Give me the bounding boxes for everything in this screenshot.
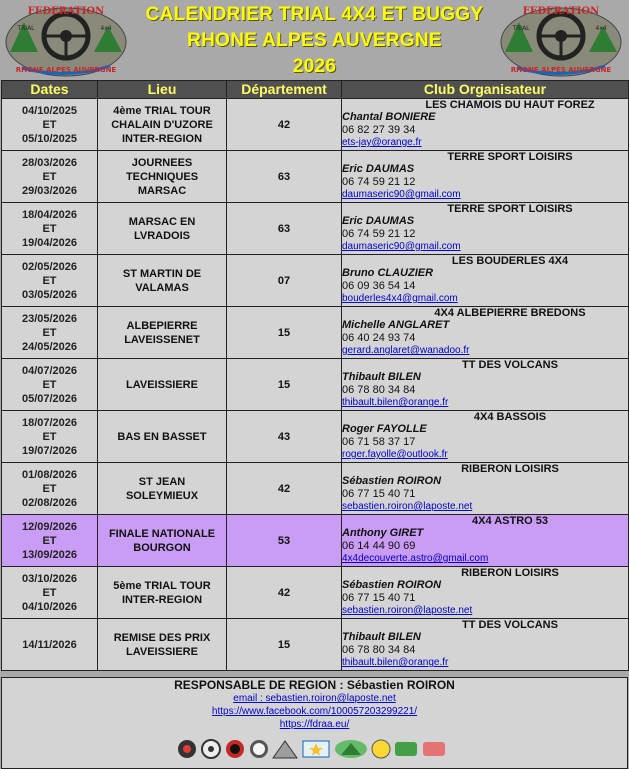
club-email[interactable]: sebastien.roiron@laposte.net <box>342 605 473 616</box>
club-name: TT DES VOLCANS <box>462 359 558 371</box>
event-lieu-line: INTER-REGION <box>121 593 203 606</box>
event-date-end: 05/07/2026 <box>21 392 78 405</box>
club-name: 4X4 ASTRO 53 <box>471 515 548 527</box>
event-date-end: 02/08/2026 <box>21 496 78 509</box>
event-date-sep: ET <box>42 586 57 599</box>
event-date-end: 13/09/2026 <box>21 548 78 561</box>
event-departement: 15 <box>227 359 342 411</box>
club-name: TT DES VOLCANS <box>462 619 558 631</box>
club-phone: 06 78 80 34 84 <box>342 644 416 656</box>
event-date-end: 24/05/2026 <box>21 340 78 353</box>
event-club <box>342 203 629 255</box>
table-row <box>2 411 629 463</box>
club-contact: Sébastien ROIRON <box>342 579 442 591</box>
event-date-end: 03/05/2026 <box>21 288 78 301</box>
event-date-start: 01/08/2026 <box>21 468 78 481</box>
tire-club-logo <box>226 740 244 758</box>
event-club <box>342 255 629 307</box>
event-lieu <box>98 151 227 203</box>
footer-email-link[interactable]: email : sebastien.roiron@laposte.net <box>233 693 396 704</box>
event-lieu <box>98 515 227 567</box>
event-dates <box>2 203 98 255</box>
event-lieu <box>98 463 227 515</box>
responsable-region: RESPONSABLE DE REGION : Sébastien ROIRON <box>174 678 455 692</box>
event-lieu-line: MARSAC <box>137 184 187 197</box>
event-lieu-line: INTER-REGION <box>121 132 203 145</box>
event-date-sep: ET <box>42 274 57 287</box>
event-lieu-line: ST JEAN <box>138 475 186 488</box>
title-line-2: RHONE ALPES AUVERGNE <box>187 30 442 51</box>
club-email[interactable]: daumaseric90@gmail.com <box>342 241 461 252</box>
club-contact: Eric DAUMAS <box>342 163 415 175</box>
club-contact: Sébastien ROIRON <box>342 475 442 487</box>
event-date-start: 18/04/2026 <box>21 208 78 221</box>
event-lieu-line: LAVEISSIERE <box>126 378 198 391</box>
column-header-lieu: Lieu <box>98 81 227 99</box>
event-dates <box>2 411 98 463</box>
club-email[interactable]: 4x4decouverte.astro@gmail.com <box>342 553 489 564</box>
event-date-end: 19/07/2026 <box>21 444 78 457</box>
club-phone: 06 40 24 93 74 <box>342 332 416 344</box>
federation-logo-right <box>497 2 625 78</box>
wheel-club-logo <box>202 740 220 758</box>
club-email[interactable]: gerard.anglaret@wanadoo.fr <box>342 345 470 356</box>
club-email[interactable]: daumaseric90@gmail.com <box>342 189 461 200</box>
event-date-start: 23/05/2026 <box>21 312 78 325</box>
event-lieu <box>98 567 227 619</box>
event-dates <box>2 567 98 619</box>
event-lieu-line: LAVEISSENET <box>124 333 200 346</box>
event-date-start: 02/05/2026 <box>21 260 78 273</box>
event-departement: 63 <box>227 151 342 203</box>
event-departement: 53 <box>227 515 342 567</box>
club-name: LES CHAMOIS DU HAUT FOREZ <box>425 99 595 111</box>
event-lieu-line: CHALAIN D'UZORE <box>111 118 213 131</box>
event-lieu <box>98 203 227 255</box>
volcano-club-logo <box>335 740 367 758</box>
club-name: RIBERON LOISIRS <box>461 463 559 475</box>
mountain-club-logo <box>273 741 297 758</box>
club-contact: Roger FAYOLLE <box>342 423 427 435</box>
header <box>0 0 629 80</box>
event-date-sep: ET <box>42 170 57 183</box>
footer <box>1 677 628 769</box>
event-lieu-line: BAS EN BASSET <box>117 430 207 443</box>
event-lieu-line: ST MARTIN DE <box>122 267 202 280</box>
event-lieu-line: ALBEPIERRE <box>126 319 198 332</box>
event-club <box>342 359 629 411</box>
event-lieu-line: SOLEYMIEUX <box>125 489 199 502</box>
event-lieu <box>98 99 227 151</box>
footer-facebook-link[interactable]: https://www.facebook.com/100057203299221/ <box>211 706 418 717</box>
club-phone: 06 14 44 90 69 <box>342 540 416 552</box>
event-club <box>342 411 629 463</box>
table-row <box>2 567 629 619</box>
club-contact: Bruno CLAUZIER <box>342 267 434 279</box>
event-date-end: 29/03/2026 <box>21 184 78 197</box>
table-row <box>2 359 629 411</box>
event-date-sep: ET <box>42 482 57 495</box>
club-name: 4X4 BASSOIS <box>473 411 547 423</box>
club-phone: 06 82 27 39 34 <box>342 124 416 136</box>
event-club <box>342 567 629 619</box>
event-date-sep: ET <box>42 430 57 443</box>
event-lieu-line: VALAMAS <box>135 281 189 294</box>
event-club <box>342 463 629 515</box>
event-club <box>342 515 629 567</box>
table-row <box>2 151 629 203</box>
club-logos-row <box>177 738 457 760</box>
event-date-sep: ET <box>42 326 57 339</box>
event-lieu <box>98 359 227 411</box>
event-date-end: 19/04/2026 <box>21 236 78 249</box>
event-lieu-line: 4ème TRIAL TOUR <box>113 104 211 117</box>
event-dates <box>2 99 98 151</box>
yellow-club-logo <box>372 740 390 758</box>
event-lieu <box>98 307 227 359</box>
event-date-start: 03/10/2026 <box>21 572 78 585</box>
table-header-row <box>2 81 629 99</box>
svg-text:FEDERATION: FEDERATION <box>27 6 105 17</box>
red-club-logo <box>423 742 445 756</box>
club-phone: 06 77 15 40 71 <box>342 592 416 604</box>
event-dates <box>2 359 98 411</box>
event-date-end: 05/10/2025 <box>21 132 78 145</box>
club-phone: 06 77 15 40 71 <box>342 488 416 500</box>
column-header-dates: Dates <box>2 81 98 99</box>
event-date-sep: ET <box>42 378 57 391</box>
event-date-start: 14/11/2026 <box>22 638 77 651</box>
table-row <box>2 619 629 671</box>
event-lieu-line: REMISE DES PRIX <box>113 631 211 644</box>
club-email[interactable]: thibault.bilen@orange.fr <box>342 657 449 668</box>
event-club <box>342 619 629 671</box>
club-name: RIBERON LOISIRS <box>461 567 559 579</box>
event-dates <box>2 307 98 359</box>
event-date-start: 28/03/2026 <box>21 156 78 169</box>
club-name: 4X4 ALBEPIERRE BREDONS <box>434 307 586 319</box>
event-dates <box>2 515 98 567</box>
event-date-sep: ET <box>42 534 57 547</box>
event-departement: 42 <box>227 567 342 619</box>
svg-text:TRIAL: TRIAL <box>17 25 35 32</box>
event-date-sep: ET <box>42 222 57 235</box>
event-departement: 43 <box>227 411 342 463</box>
event-date-start: 04/10/2025 <box>21 104 78 117</box>
table-row <box>2 203 629 255</box>
club-name: LES BOUDERLES 4X4 <box>451 255 569 267</box>
event-departement: 42 <box>227 463 342 515</box>
table-row <box>2 515 629 567</box>
event-date-sep: ET <box>42 118 57 131</box>
club-phone: 06 78 80 34 84 <box>342 384 416 396</box>
table-row <box>2 255 629 307</box>
event-date-start: 12/09/2026 <box>21 520 78 533</box>
event-dates <box>2 255 98 307</box>
event-date-start: 18/07/2026 <box>21 416 78 429</box>
footer-website-link[interactable]: https://fdraa.eu/ <box>279 719 350 730</box>
club-phone: 06 74 59 21 12 <box>342 176 416 188</box>
event-lieu-line: 5ème TRIAL TOUR <box>113 579 211 592</box>
event-dates <box>2 463 98 515</box>
event-date-end: 04/10/2026 <box>21 600 78 613</box>
svg-text:4x4: 4x4 <box>100 25 112 32</box>
club-contact: Anthony GIRET <box>342 527 424 539</box>
club-contact: Michelle ANGLARET <box>342 319 450 331</box>
svg-text:4x4: 4x4 <box>595 25 607 32</box>
event-lieu-line: LAVEISSIERE <box>126 645 198 658</box>
green-club-logo <box>395 742 417 756</box>
event-lieu <box>98 255 227 307</box>
event-lieu-line: MARSAC EN <box>128 215 196 228</box>
event-lieu <box>98 619 227 671</box>
club-name: TERRE SPORT LOISIRS <box>447 203 573 215</box>
svg-text:TRIAL: TRIAL <box>512 25 530 32</box>
event-dates <box>2 619 98 671</box>
title-year: 2026 <box>292 56 337 77</box>
column-header-departement: Département <box>227 81 342 99</box>
svg-text:RHONE ALPES AUVERGNE: RHONE ALPES AUVERGNE <box>15 66 117 74</box>
club-contact: Thibault BILEN <box>342 631 421 643</box>
round-club-logo <box>250 740 268 758</box>
event-club <box>342 307 629 359</box>
club-name: TERRE SPORT LOISIRS <box>447 151 573 163</box>
title-line-1: CALENDRIER TRIAL 4X4 ET BUGGY <box>145 4 484 25</box>
event-lieu-line: LVRADOIS <box>133 229 191 242</box>
event-lieu <box>98 411 227 463</box>
table-row <box>2 99 629 151</box>
table-row <box>2 463 629 515</box>
table-row <box>2 307 629 359</box>
event-dates <box>2 151 98 203</box>
club-contact: Thibault BILEN <box>342 371 421 383</box>
star-club-logo <box>303 741 329 757</box>
gear-club-logo <box>178 740 196 758</box>
event-lieu-line: BOURGON <box>133 541 191 554</box>
svg-text:RHONE ALPES AUVERGNE: RHONE ALPES AUVERGNE <box>510 66 612 74</box>
club-contact: Chantal BONIERE <box>342 111 436 123</box>
event-departement: 42 <box>227 99 342 151</box>
club-phone: 06 71 58 37 17 <box>342 436 416 448</box>
club-email[interactable]: roger.fayolle@outlook.fr <box>342 449 448 460</box>
club-email[interactable]: bouderles4x4@gmail.com <box>342 293 458 304</box>
event-lieu-line: JOURNEES <box>131 156 193 169</box>
event-date-start: 04/07/2026 <box>21 364 78 377</box>
club-email[interactable]: sebastien.roiron@laposte.net <box>342 501 473 512</box>
column-header-club: Club Organisateur <box>342 81 629 99</box>
event-club <box>342 151 629 203</box>
calendar-table <box>1 80 629 671</box>
club-phone: 06 74 59 21 12 <box>342 228 416 240</box>
svg-text:FEDERATION: FEDERATION <box>522 6 600 17</box>
event-departement: 15 <box>227 619 342 671</box>
club-phone: 06 09 36 54 14 <box>342 280 416 292</box>
calendar-body <box>2 99 629 671</box>
club-contact: Eric DAUMAS <box>342 215 415 227</box>
event-lieu-line: TECHNIQUES <box>125 170 199 183</box>
club-email[interactable]: ets-jay@orange.fr <box>342 137 422 148</box>
club-email[interactable]: thibault.bilen@orange.fr <box>342 397 449 408</box>
event-club <box>342 99 629 151</box>
event-departement: 63 <box>227 203 342 255</box>
event-lieu-line: FINALE NATIONALE <box>108 527 216 540</box>
event-departement: 15 <box>227 307 342 359</box>
event-departement: 07 <box>227 255 342 307</box>
